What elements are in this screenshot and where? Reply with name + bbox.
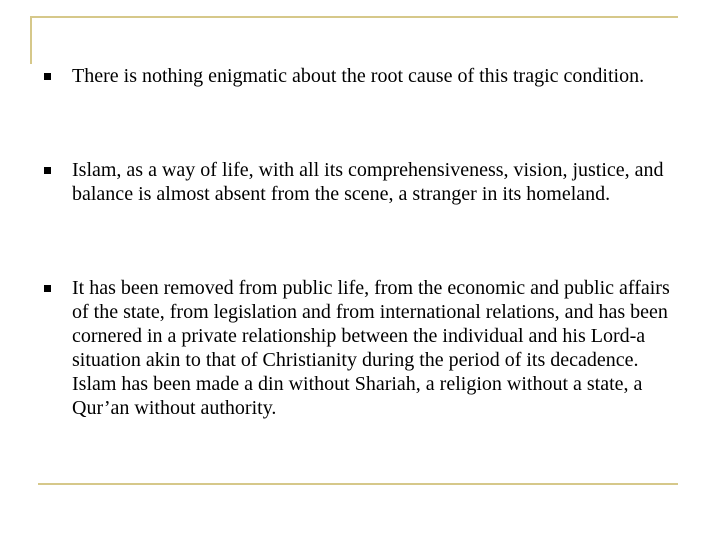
square-bullet-icon [44, 73, 51, 80]
square-bullet-icon [44, 285, 51, 292]
bullet-text-3: It has been removed from public life, from the economic and public affairs of the state, from legislation and from international relations, and has been cornered in a private relationship between the individual and his Lord-a situation akin to that of Christianity during the period of its decadence. Islam has been made a din without Shariah, a religion without a state, a Qur’an without authority. [72, 277, 670, 419]
bullet-text-2: Islam, as a way of life, with all its comprehensiveness, vision, justice, and balance is almost absent from the scene, a stranger in its homeland. [72, 159, 664, 205]
square-bullet-icon [44, 167, 51, 174]
bullet-text-1: There is nothing enigmatic about the root cause of this tragic condition. [72, 65, 645, 87]
